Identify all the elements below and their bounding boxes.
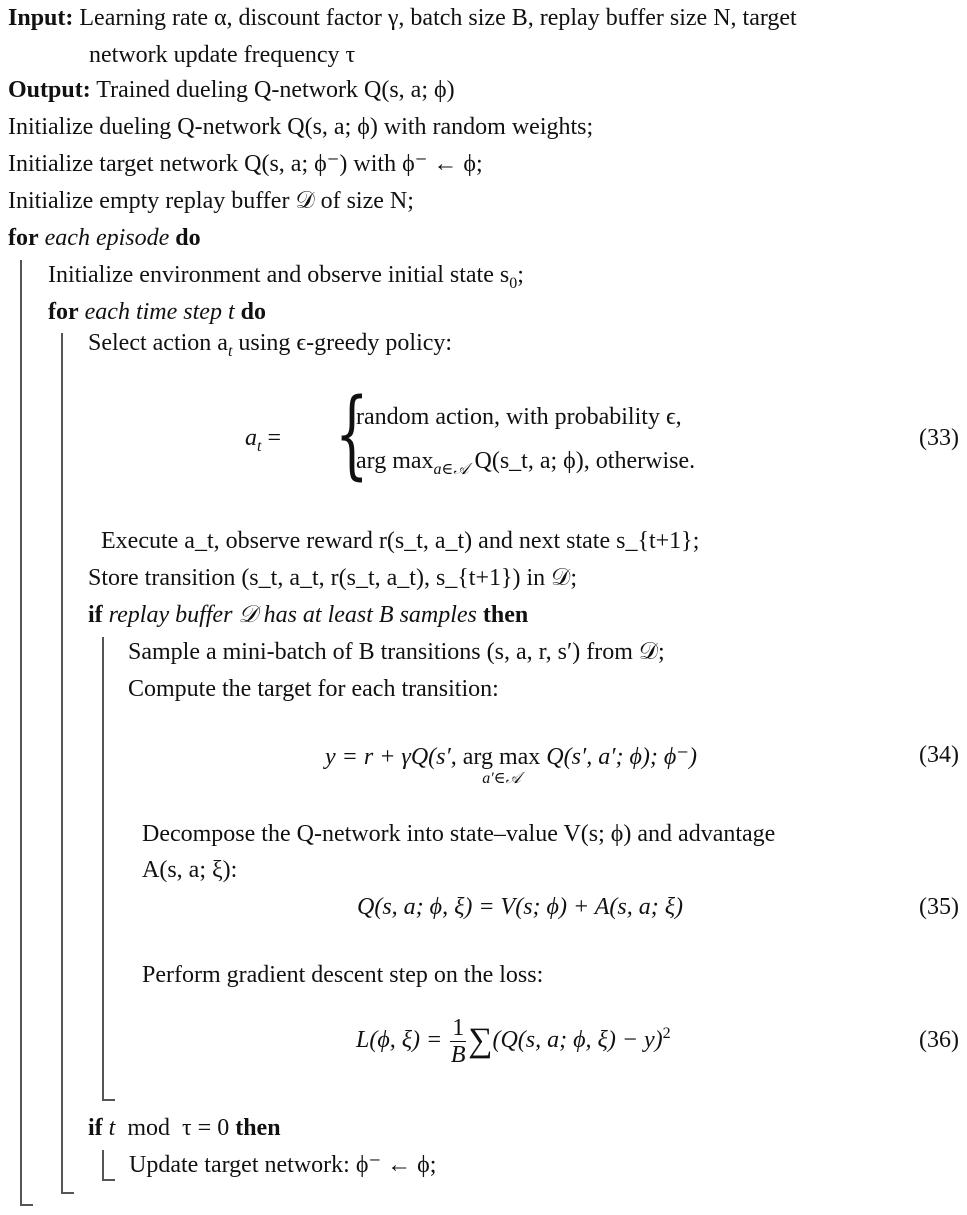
eq33-case1: random action, with probability ϵ, [356, 404, 682, 430]
execute-line: Execute a_t, observe reward r(s_t, a_t) and next state s_{t+1}; [101, 528, 700, 554]
eq34-argmax-op: arg max [462, 744, 541, 770]
eq33-argmax: arg max [356, 448, 434, 474]
input-line-2: network update frequency τ [89, 42, 356, 68]
eq36-frac-num: 1 [452, 1015, 465, 1041]
init-env-sub: 0 [509, 274, 518, 292]
decompose-line-1: Decompose the Q-network into state–value V(s; ϕ) and advantage [142, 821, 776, 847]
eq33-lhs-sub: t [257, 437, 262, 455]
init-line-network: Initialize dueling Q-network Q(s, a; ϕ) with random weights; [8, 114, 594, 140]
update-target-line: Update target network: ϕ⁻ ← ϕ; [129, 1152, 437, 1178]
select-end: using ϵ-greedy policy: [232, 330, 453, 356]
keyword-if: if [88, 1115, 103, 1141]
sample-line: Sample a mini-batch of B transitions (s, a, r, s′) from 𝒟; [128, 639, 665, 665]
input-line [8, 3, 797, 33]
keyword-for: for [48, 299, 79, 325]
eq34-argmax [463, 742, 541, 786]
store-line: Store transition (s_t, a_t, r(s_t, a_t), s_{t+1}) in 𝒟; [88, 565, 578, 591]
if-update-end [102, 1179, 115, 1181]
if-buffer-end [102, 1099, 115, 1101]
eq36-number: (36) [919, 1027, 959, 1053]
if-update-var-t: t [108, 1115, 116, 1141]
eq33-case2-post: Q(s_t, a; ϕ), otherwise. [468, 448, 696, 474]
eq36-frac-den: B [450, 1042, 466, 1068]
input-label: Input: [8, 5, 74, 31]
eq36-rhs: (Q(s, a; ϕ, ξ) − y) [492, 1027, 663, 1054]
episode-loop-bar [20, 260, 22, 1205]
time-loop-condition: each time step t [84, 299, 235, 325]
eq33-number: (33) [919, 425, 959, 451]
eq33-argmax-sub: a∈𝒜 [433, 460, 469, 478]
eq34-argmax-under: a′∈𝒜 [482, 770, 521, 787]
gradient-line: Perform gradient descent step on the loss: [142, 962, 544, 988]
if-update-condition: mod τ = 0 [115, 1115, 236, 1141]
select-sub: t [227, 342, 233, 360]
eq34-number: (34) [919, 742, 959, 768]
episode-loop-end [20, 1204, 33, 1206]
select-action-line [88, 328, 452, 358]
if-buffer-condition: replay buffer 𝒟 has at least B samples [108, 602, 477, 628]
eq36 [356, 1015, 671, 1068]
compute-line: Compute the target for each transition: [128, 676, 499, 702]
eq34-rhs: Q(s′, a′; ϕ); ϕ⁻) [540, 744, 697, 770]
eq36-exponent: 2 [662, 1025, 671, 1043]
output-line [8, 75, 455, 105]
init-env-text: Initialize environment and observe initial state s [48, 262, 510, 288]
if-update-bar [102, 1150, 104, 1180]
keyword-do: do [175, 225, 201, 251]
eq34 [325, 742, 697, 786]
output-label: Output: [8, 77, 91, 103]
if-update-header [88, 1113, 281, 1143]
keyword-for: for [8, 225, 39, 251]
time-loop-bar [61, 333, 63, 1193]
init-env-line [48, 260, 524, 290]
eq36-fraction [450, 1015, 466, 1068]
keyword-do: do [240, 299, 266, 325]
eq33-case2 [356, 448, 696, 478]
output-text: Trained dueling Q-network Q(s, a; ϕ) [96, 77, 455, 103]
eq36-lhs: L(ϕ, ξ) = [356, 1027, 449, 1054]
keyword-then: then [235, 1115, 281, 1141]
eq33-equals: = [261, 425, 281, 451]
init-env-end: ; [517, 262, 524, 288]
decompose-line-2: A(s, a; ξ): [142, 857, 238, 883]
eq33-lhs [245, 425, 281, 455]
if-buffer-bar [102, 637, 104, 1100]
time-loop-header [48, 297, 266, 327]
eq35-number: (35) [919, 894, 959, 920]
summation-icon: ∑ [468, 1022, 493, 1060]
select-text: Select action a [88, 330, 228, 356]
init-line-buffer: Initialize empty replay buffer 𝒟 of size N; [8, 188, 414, 214]
eq33-lhs-var: a [245, 425, 257, 451]
eq35: Q(s, a; ϕ, ξ) = V(s; ϕ) + A(s, a; ξ) [357, 894, 683, 920]
left-brace-icon: { [335, 378, 369, 490]
episode-loop-header [8, 223, 201, 253]
input-text: Learning rate α, discount factor γ, batch size B, replay buffer size N, target [79, 5, 797, 31]
init-line-target: Initialize target network Q(s, a; ϕ⁻) with ϕ⁻ ← ϕ; [8, 151, 483, 177]
eq34-lhs: y = r + γQ(s′, [325, 744, 463, 770]
keyword-if: if [88, 602, 103, 628]
keyword-then: then [482, 602, 529, 628]
time-loop-end [61, 1192, 74, 1194]
if-buffer-header [88, 600, 528, 630]
episode-loop-condition: each episode [44, 225, 170, 251]
